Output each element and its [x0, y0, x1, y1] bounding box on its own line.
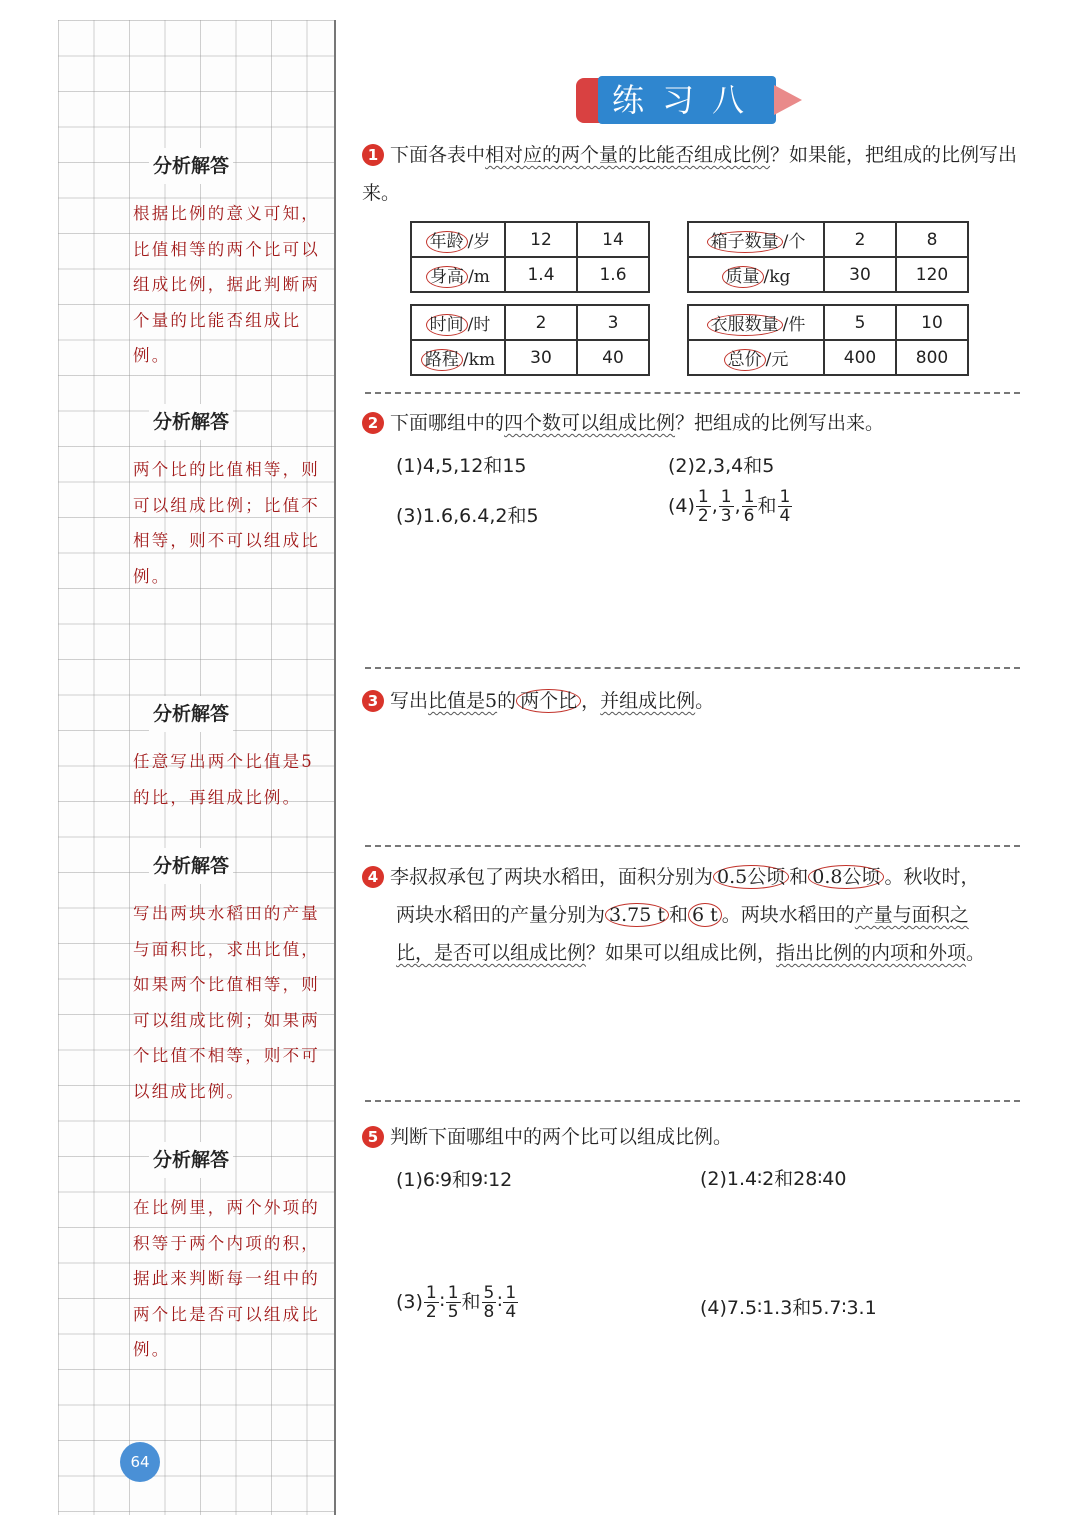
section-divider [365, 667, 1020, 669]
analysis-block-2 [75, 404, 330, 594]
analysis-title: 分析解答 [149, 696, 233, 732]
analysis-title: 分析解答 [149, 148, 233, 184]
section-title: 练习八 [598, 76, 776, 124]
question-4: 4 李叔叔承包了两块水稻田，面积分别为 0.5公顷 和 0.8公顷 。秋收时， 两块水稻田的产量分别为 3.75 t 和 6 t 。两块水稻田的产量与面积之 比，是否可以组成比例？如果可以组成比例，指出比例的内项和外项。 [362, 858, 1022, 972]
section-title-banner [576, 76, 802, 126]
analysis-title: 分析解答 [149, 848, 233, 884]
question-number-badge: 5 [362, 1126, 384, 1148]
sidebar-divider [334, 20, 336, 1515]
banner-arrow-icon [774, 85, 802, 115]
q5-item-2: (2)1.4∶2和28∶40 [700, 1168, 847, 1190]
q2-item-2: (2)2,3,4和5 [668, 455, 775, 477]
analysis-title: 分析解答 [149, 404, 233, 440]
page-number-badge: 64 [120, 1442, 160, 1482]
analysis-block-5 [75, 1142, 330, 1368]
q5-item-3: (3) $\frac{1}{2}$ ∶ $\frac{1}{5}$ 和 $\frac{5}{8}$ ∶ $\frac{1}{4}$ [396, 1283, 517, 1322]
question-number-badge: 3 [362, 690, 384, 712]
q2-item-1: (1)4,5,12和15 [396, 455, 527, 477]
question-number-badge: 2 [362, 412, 384, 434]
q5-item-1: (1)6∶9和9∶12 [396, 1169, 513, 1191]
analysis-block-4 [75, 848, 330, 1109]
data-table-1: 年龄 /岁 12 14 身高 /m 1.4 1.6 [410, 221, 650, 293]
analysis-text: 在比例里，两个外项的积等于两个内项的积，据此来判断每一组中的两个比是否可以组成比例。 [133, 1198, 320, 1359]
analysis-text: 写出两块水稻田的产量与面积比，求出比值，如果两个比值相等，则可以组成比例；如果两个比值不相等，则不可以组成比例。 [133, 904, 320, 1101]
question-2: 2 下面哪组中的四个数可以组成比例？把组成的比例写出来。 [362, 404, 1022, 442]
section-divider [365, 392, 1020, 394]
question-5: 5 判断下面哪组中的两个比可以组成比例。 [362, 1118, 1022, 1156]
analysis-block-3 [75, 696, 330, 815]
analysis-title: 分析解答 [149, 1142, 233, 1178]
analysis-text: 任意写出两个比值是5的比，再组成比例。 [133, 752, 314, 807]
analysis-text: 根据比例的意义可知，比值相等的两个比可以组成比例，据此判断两个量的比能否组成比例。 [133, 204, 320, 365]
section-divider [365, 845, 1020, 847]
section-divider [365, 1100, 1020, 1102]
data-table-3: 时间 /时 2 3 路程 /km 30 40 [410, 304, 650, 376]
q5-item-4: (4)7.5∶1.3和5.7∶3.1 [700, 1297, 877, 1319]
analysis-text: 两个比的比值相等，则可以组成比例；比值不相等，则不可以组成比例。 [133, 460, 320, 586]
question-number-badge: 1 [362, 144, 384, 166]
question-number-badge: 4 [362, 866, 384, 888]
question-1: 1 下面各表中相对应的两个量的比能否组成比例？如果能，把组成的比例写出来。 [362, 144, 1018, 204]
data-table-4: 衣服数量 /件 5 10 总价 /元 400 800 [687, 304, 969, 376]
question-3: 3 写出比值是5的 两个比 ，并组成比例。 [362, 682, 1022, 720]
analysis-block-1 [75, 148, 330, 374]
q2-item-3: (3)1.6,6.4,2和5 [396, 505, 539, 527]
q2-item-4: (4) $\frac{1}{2}$ , $\frac{1}{3}$ , $\frac{1}{6}$ 和 $\frac{1}{4}$ [668, 487, 791, 526]
data-table-2: 箱子数量 /个 2 8 质量 /kg 30 120 [687, 221, 969, 293]
